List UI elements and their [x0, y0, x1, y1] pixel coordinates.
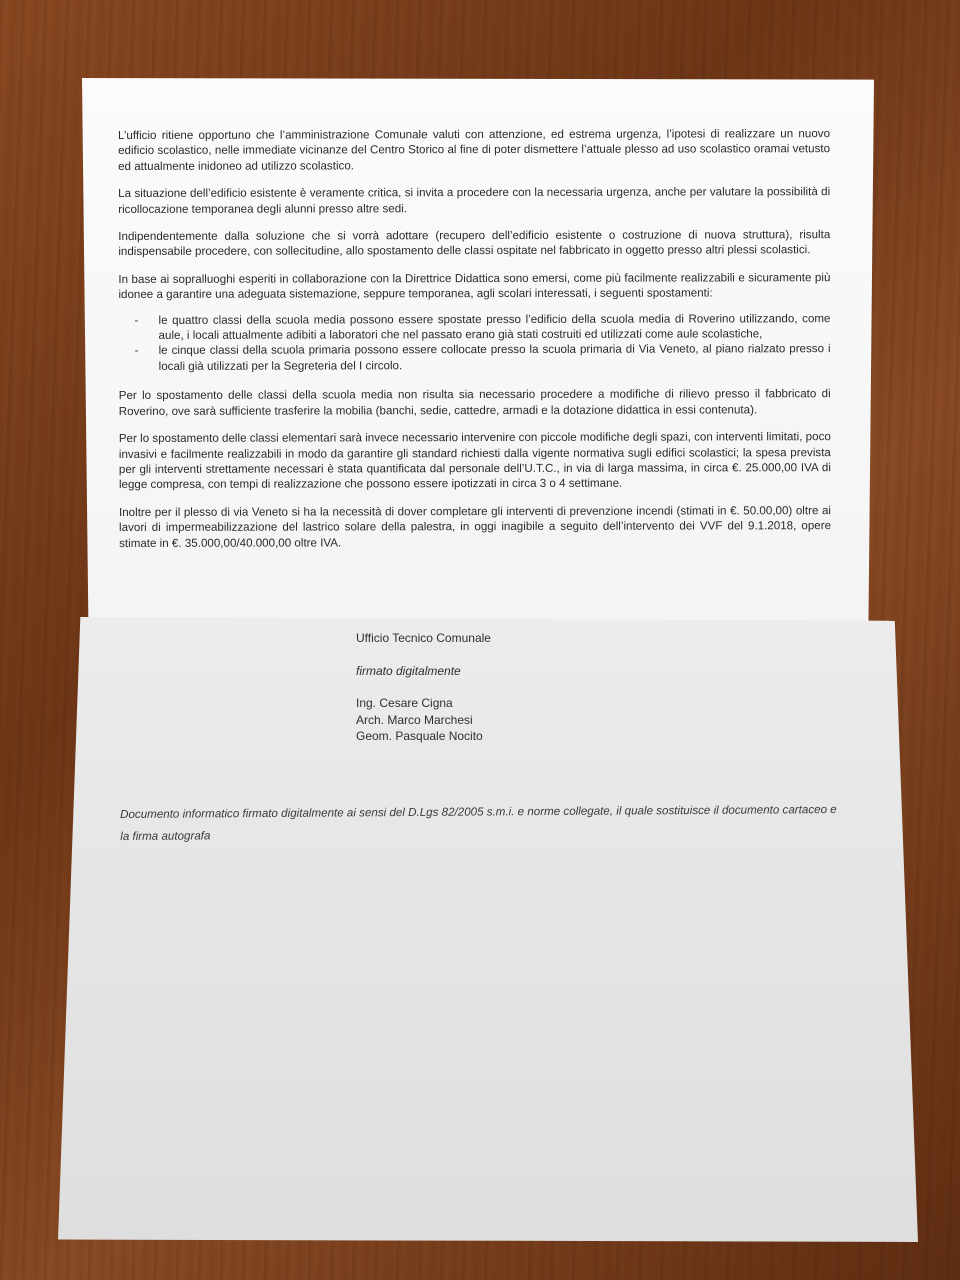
- office-name: Ufficio Tecnico Comunale: [356, 631, 491, 645]
- letter-body: [118, 126, 831, 563]
- paragraph: L’ufficio ritiene opportuno che l’amministrazione Comunale valuti con attenzione, ed estrema urgenza, l’ipotesi di realizzare un nuovo edificio scolastico, nelle immediate vicinanze del Centro Storico al fine di poter dismettere l’attuale plesso ad uso scolastico oramai vetusto ed attualmente inidoneo ad utilizzo scolastico.: [118, 127, 831, 173]
- paragraph: La situazione dell’edificio esistente è veramente critica, si invita a procedere con la necessaria urgenza, anche per valutare la possibilità di ricollocazione temporanea degli alunni presso altre sedi.: [118, 185, 831, 216]
- paragraph: Per lo spostamento delle classi elementari sarà invece necessario intervenire con piccole modifiche degli spazi, con interventi limitati, poco invasivi e facilmente realizzabili in modo da garantire gli standard richiesti dalla vigente normativa sugli edifici scolastici; la spesa prevista per gli interventi strettamente necessari è stata quantificata dal personale dell’U.T.C., in via di larga massima, in circa €. 25.000,00 IVA di legge compresa, con tempi di realizzazione che possono essere ipotizzati in circa 3 o 4 settimane.: [118, 430, 831, 492]
- paragraph: Per lo spostamento delle classi della scuola media non risulta sia necessario procedere a modifiche di rilievo presso il fabbricato di Roverino, ove sarà sufficiente trasferire la mobilia (banchi, sedie, cattedre, armadi e la dotazione didattica in essi contenuta).: [118, 387, 831, 418]
- signatory-name: Geom. Pasquale Nocito: [356, 729, 483, 743]
- list-item: [134, 311, 831, 344]
- bullet-dash: -: [134, 344, 139, 358]
- legal-footnote: Documento informatico firmato digitalmente ai sensi del D.Lgs 82/2005 s.m.i. e norme collegate, il quale sostituisce il documento cartaceo e la firma autografa: [120, 802, 837, 843]
- list-item-text: le cinque classi della scuola primaria possono essere collocate presso la scuola primaria di Via Veneto, al piano rialzato presso i locali già utilizzati per la Segreteria del I circolo.: [158, 342, 831, 373]
- paragraph: Inoltre per il plesso di via Veneto si ha la necessità di dover completare gli interventi di prevenzione incendi (stimati in €. 50.00,00) oltre ai lavori di impermeabilizzazione del lastrico solare della palestra, in oggi inagibile a seguito dell’intervento dei VVF del 9.1.2018, opere stimate in €. 35.000,00/40.000,00 oltre IVA.: [118, 503, 832, 550]
- relocation-list: [118, 311, 830, 374]
- paragraph: In base ai sopralluoghi esperiti in collaborazione con la Direttrice Didattica sono emersi, come più facilmente realizzabili e sicuramente più idonee a garantire una adeguata sistemazione, seppure temporanea, agli scolari interessati, i seguenti spostamenti:: [118, 270, 831, 302]
- digital-signature-note: firmato digitalmente: [356, 663, 461, 678]
- bullet-dash: -: [134, 313, 139, 327]
- paragraph: Indipendentemente dalla soluzione che si vorrà adottare (recupero dell’edificio esistente o costruzione di nuova struttura), risulta indispensabile procedere, con sollecitudine, allo spostamento delle classi ospitate nel fabbricato in oggetto presso altri plessi scolastici.: [118, 228, 831, 259]
- list-item: [134, 342, 831, 375]
- signatory-name: Ing. Cesare Cigna: [356, 696, 453, 710]
- list-item-text: le quattro classi della scuola media possono essere spostate presso l’edificio della scuola media di Roverino utilizzando, come aule, i locali attualmente adibiti a laboratori che nel passato erano già stati costruiti ed utilizzati come aule scolastiche,: [158, 311, 831, 342]
- signature-block: [356, 630, 491, 745]
- signatory-name: Arch. Marco Marchesi: [356, 712, 473, 727]
